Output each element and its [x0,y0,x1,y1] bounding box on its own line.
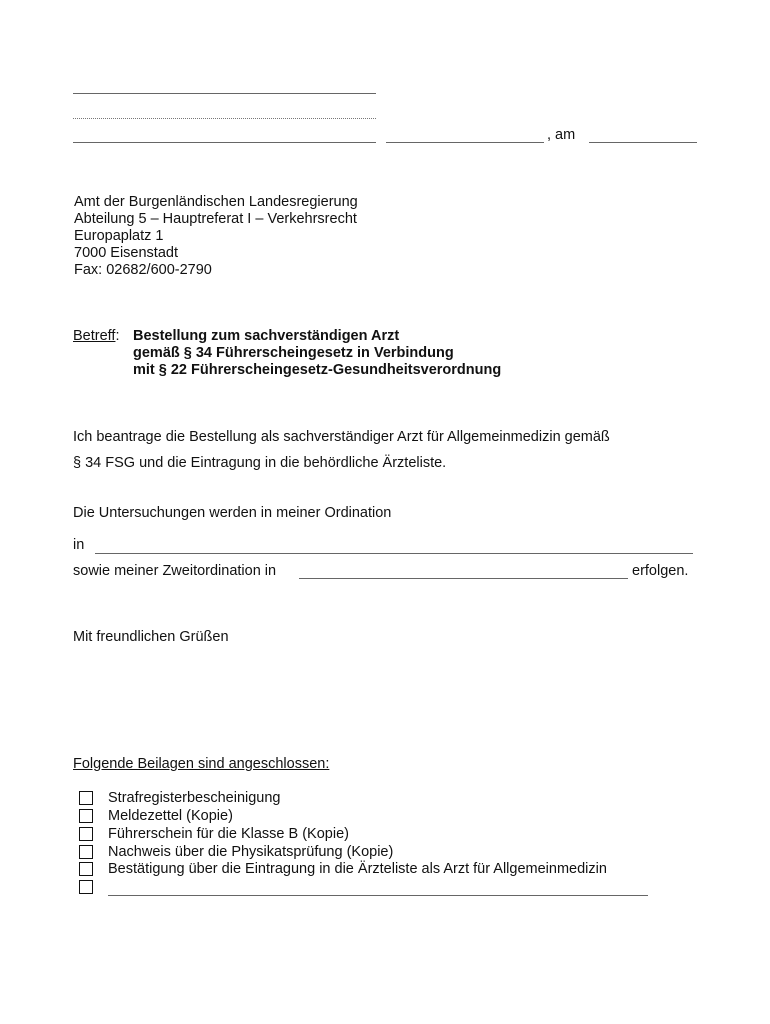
attachment-item-1: Strafregisterbescheinigung [108,790,281,806]
ordination-location-field[interactable] [95,553,693,554]
subject-line-3: mit § 22 Führerscheingesetz-Gesundheitsverordnung [133,362,502,378]
sender-name-line[interactable] [73,93,376,94]
address-line-2: Abteilung 5 – Hauptreferat I – Verkehrsrecht [74,211,357,227]
subject-line-2: gemäß § 34 Führerscheingesetz in Verbindung [133,345,454,361]
end-label: erfolgen. [632,563,689,579]
subject-label-wrap [73,328,119,345]
in-label: in [73,537,85,553]
attachment-item-5: Bestätigung über die Eintragung in die Ärzteliste als Arzt für Allgemeinmedizin [108,861,607,877]
attachment-item-4: Nachweis über die Physikatsprüfung (Kopie) [108,844,394,860]
sender-city-line[interactable] [73,142,376,143]
paragraph-1-line-1: Ich beantrage die Bestellung als sachverständiger Arzt für Allgemeinmedizin gemäß [73,429,610,445]
date-line[interactable] [589,142,697,143]
address-line-3: Europaplatz 1 [74,228,164,244]
attachment-item-2: Meldezettel (Kopie) [108,808,233,824]
checkbox-physikatspruefung[interactable] [79,845,93,859]
second-ordination-field[interactable] [299,578,628,579]
other-attachment-field[interactable] [108,895,648,896]
closing-greeting: Mit freundlichen Grüßen [73,629,229,645]
date-separator: , am [547,127,576,143]
subject-label: Betreff [73,328,116,344]
paragraph-1-line-2: § 34 FSG und die Eintragung in die behördliche Ärzteliste. [73,455,447,471]
second-ordination-label: sowie meiner Zweitordination in [73,563,277,579]
attachment-item-3: Führerschein für die Klasse B (Kopie) [108,826,349,842]
attachments-heading: Folgende Beilagen sind angeschlossen: [73,756,330,772]
address-line-1: Amt der Burgenländischen Landesregierung [74,194,358,210]
address-line-5: Fax: 02682/600-2790 [74,262,212,278]
checkbox-fuehrerschein[interactable] [79,827,93,841]
checkbox-strafregister[interactable] [79,791,93,805]
checkbox-aerzteliste[interactable] [79,862,93,876]
checkbox-other[interactable] [79,880,93,894]
paragraph-2-line-1: Die Untersuchungen werden in meiner Ordination [73,505,392,521]
checkbox-meldezettel[interactable] [79,809,93,823]
sender-street-line[interactable] [73,118,376,119]
subject-colon: : [115,328,120,344]
address-line-4: 7000 Eisenstadt [74,245,178,261]
place-line[interactable] [386,142,544,143]
subject-line-1: Bestellung zum sachverständigen Arzt [133,328,400,344]
